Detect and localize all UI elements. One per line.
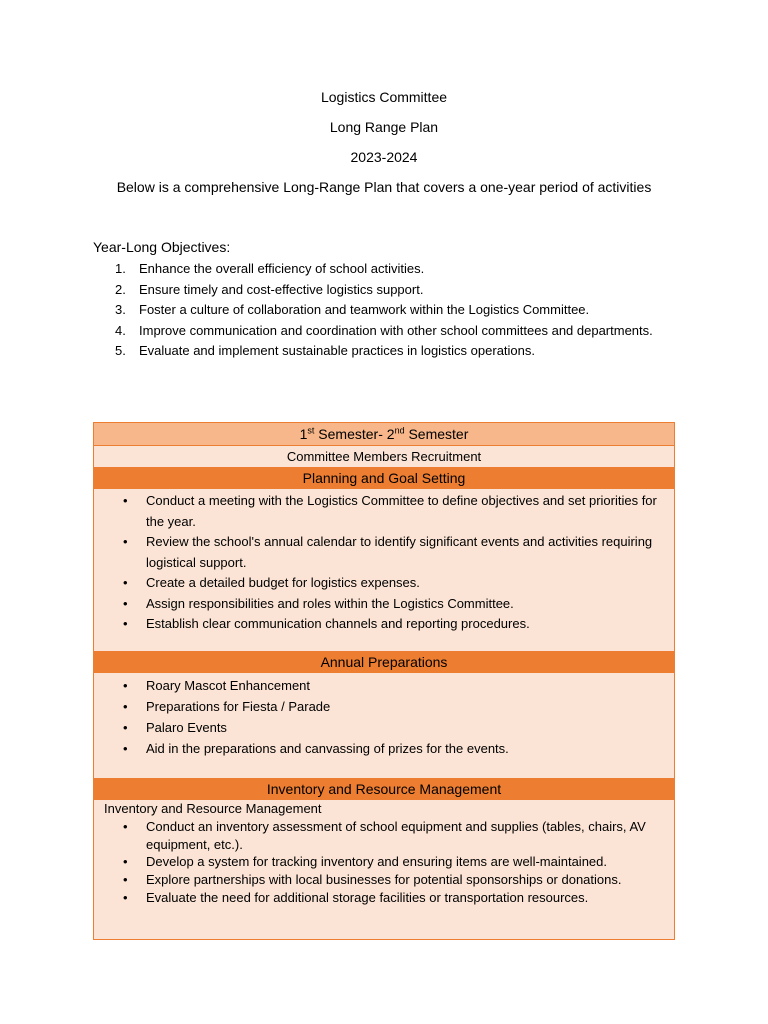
semester-part: Semester: [404, 426, 469, 442]
objective-number: 4.: [115, 322, 126, 338]
objective-text: Improve communication and coordination with other school committees and departments.: [139, 322, 653, 338]
list-item: • Develop a system for tracking inventory and ensuring items are well-maintained.: [94, 853, 674, 871]
semester-sup: st: [307, 425, 315, 436]
semester-header: [94, 423, 674, 446]
objective-number: 1.: [115, 261, 126, 276]
objective-number: 2.: [115, 281, 126, 297]
inventory-section-header: Inventory and Resource Management: [94, 778, 674, 800]
objective-text: Enhance the overall efficiency of school activities.: [139, 261, 425, 276]
annual-list: [94, 673, 674, 778]
semester-part: Semester- 2: [314, 426, 395, 442]
planning-list: [94, 489, 674, 651]
objective-text: Foster a culture of collaboration and teamwork within the Logistics Committee.: [139, 302, 590, 317]
objective-text: Evaluate and implement sustainable practices in logistics operations.: [139, 343, 535, 358]
objective-item: [93, 321, 653, 342]
inventory-subtitle: Inventory and Resource Management: [104, 801, 322, 816]
list-item: • Establish clear communication channels and reporting procedures.: [94, 614, 674, 635]
list-item: • Preparations for Fiesta / Parade: [94, 696, 674, 717]
annual-section-header: Annual Preparations: [94, 651, 674, 673]
list-item: • Roary Mascot Enhancement: [94, 675, 674, 696]
list-item: • Explore partnerships with local businesses for potential sponsorships or donations.: [94, 871, 674, 889]
plan-year: 2023-2024: [350, 149, 418, 165]
document-subtitle: Long Range Plan: [329, 119, 439, 135]
list-item: • Conduct a meeting with the Logistics Committee to define objectives and set priorities for the year.: [94, 491, 674, 532]
list-item: • Evaluate the need for additional storage facilities or transportation resources.: [94, 889, 674, 907]
inventory-list: [94, 818, 674, 939]
list-item: • Conduct an inventory assessment of school equipment and supplies (tables, chairs, AV equipment, etc.).: [94, 818, 674, 853]
objectives-list: [93, 259, 653, 362]
list-item: • Assign responsibilities and roles within the Logistics Committee.: [94, 594, 674, 615]
planning-section-header: Planning and Goal Setting: [94, 467, 674, 489]
objective-number: 5.: [115, 343, 126, 358]
objective-item: [93, 341, 653, 362]
semester-sup: nd: [394, 425, 405, 436]
objectives-heading: Year-Long Objectives:: [93, 239, 231, 255]
list-item: • Create a detailed budget for logistics expenses.: [94, 573, 674, 594]
plan-table: [93, 422, 675, 940]
intro-text: Below is a comprehensive Long-Range Plan that covers a one-year period of activities: [116, 179, 652, 195]
objective-item: [93, 280, 653, 301]
objective-text: Ensure timely and cost-effective logistics support.: [139, 281, 424, 297]
objective-item: [93, 300, 653, 321]
list-item: • Palaro Events: [94, 717, 674, 738]
objective-item: [93, 259, 653, 280]
document-title: Logistics Committee: [320, 89, 448, 105]
objective-number: 3.: [115, 302, 126, 317]
list-item: • Aid in the preparations and canvassing of prizes for the events.: [94, 738, 674, 759]
recruitment-row: Committee Members Recruitment: [286, 449, 482, 464]
semester-part: 1: [299, 426, 308, 442]
list-item: • Review the school's annual calendar to identify significant events and activities requiring logistical support.: [94, 532, 674, 573]
